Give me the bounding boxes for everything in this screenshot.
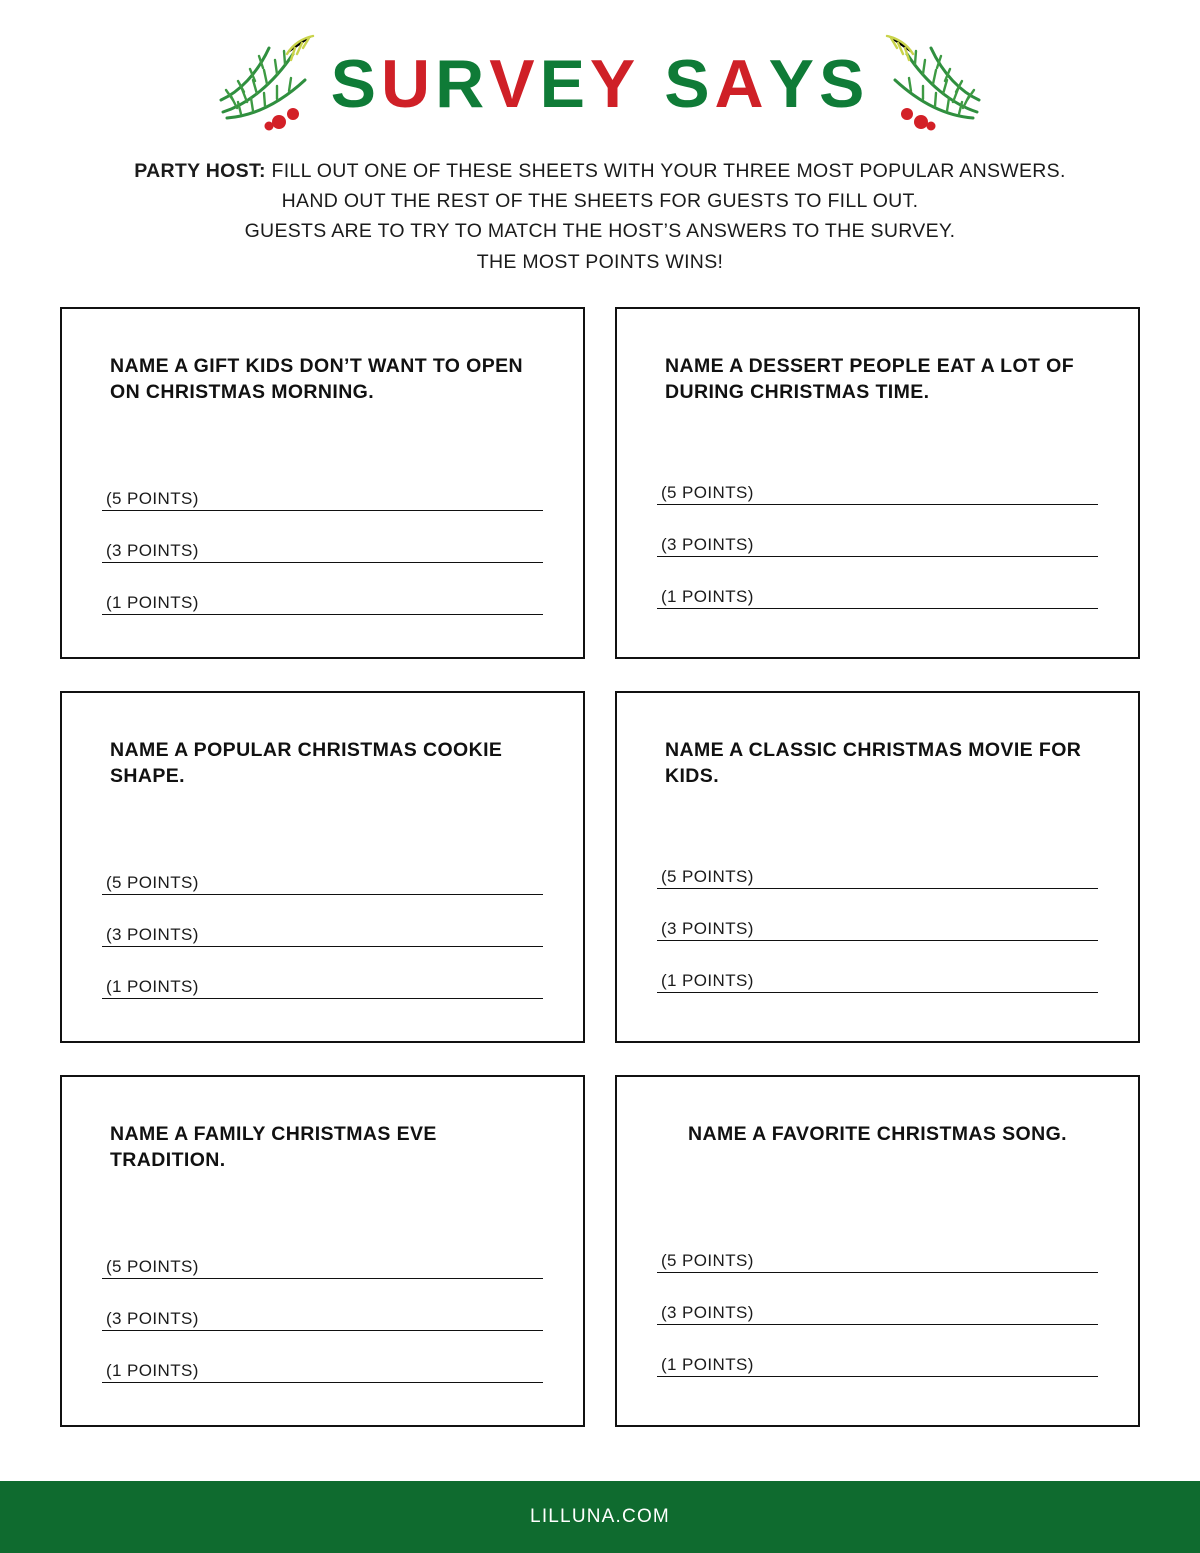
survey-card xyxy=(615,691,1140,1043)
answer-line-3-points[interactable] xyxy=(102,517,543,569)
write-in-rule[interactable] xyxy=(657,1376,1098,1377)
points-label-3: (3 POINTS) xyxy=(661,919,758,939)
answer-line-3-points[interactable] xyxy=(657,511,1098,563)
write-in-rule[interactable] xyxy=(102,1330,543,1331)
survey-question: NAME A CLASSIC CHRISTMAS MOVIE FOR KIDS. xyxy=(665,738,1082,788)
points-label-1: (1 POINTS) xyxy=(661,1355,758,1375)
instructions-block xyxy=(70,156,1130,277)
instructions-line-1 xyxy=(70,156,1130,186)
write-in-rule[interactable] xyxy=(102,998,543,999)
survey-question: NAME A DESSERT PEOPLE EAT A LOT OF DURING CHRISTMAS TIME. xyxy=(665,354,1075,404)
answer-line-1-point[interactable] xyxy=(102,1337,543,1389)
write-in-rule[interactable] xyxy=(657,1272,1098,1273)
points-label-3: (3 POINTS) xyxy=(106,1309,203,1329)
survey-card xyxy=(60,1075,585,1427)
page-title: SURVEY SAYS xyxy=(330,46,870,122)
write-in-rule[interactable] xyxy=(657,888,1098,889)
answer-line-1-point[interactable] xyxy=(102,953,543,1005)
write-in-rule[interactable] xyxy=(102,946,543,947)
survey-card-grid xyxy=(60,307,1140,1427)
write-in-rule[interactable] xyxy=(102,562,543,563)
answer-lines xyxy=(657,1227,1098,1399)
answer-line-1-point[interactable] xyxy=(657,947,1098,999)
points-label-5: (5 POINTS) xyxy=(106,1257,203,1277)
instructions-line-3: GUESTS ARE TO TRY TO MATCH THE HOST’S ANSWERS TO THE SURVEY. xyxy=(244,220,956,243)
points-label-5: (5 POINTS) xyxy=(106,873,203,893)
write-in-rule[interactable] xyxy=(657,992,1098,993)
survey-question: NAME A GIFT KIDS DON’T WANT TO OPEN ON CHRISTMAS MORNING. xyxy=(110,354,524,404)
page-header xyxy=(0,0,1200,134)
answer-line-3-points[interactable] xyxy=(102,901,543,953)
answer-line-5-points[interactable] xyxy=(102,849,543,901)
points-label-1: (1 POINTS) xyxy=(106,593,203,613)
write-in-rule[interactable] xyxy=(102,614,543,615)
survey-card xyxy=(615,1075,1140,1427)
answer-line-5-points[interactable] xyxy=(102,1233,543,1285)
holly-sprig-icon xyxy=(877,34,987,134)
write-in-rule[interactable] xyxy=(102,894,543,895)
points-label-3: (3 POINTS) xyxy=(661,1303,758,1323)
answer-line-5-points[interactable] xyxy=(657,1227,1098,1279)
write-in-rule[interactable] xyxy=(102,1278,543,1279)
points-label-1: (1 POINTS) xyxy=(106,977,203,997)
answer-line-1-point[interactable] xyxy=(657,1331,1098,1383)
site-url: LILLUNA.COM xyxy=(530,1506,670,1527)
points-label-3: (3 POINTS) xyxy=(106,541,203,561)
survey-card xyxy=(60,307,585,659)
answer-lines xyxy=(102,849,543,1015)
page-footer xyxy=(0,1481,1200,1553)
write-in-rule[interactable] xyxy=(657,1324,1098,1325)
survey-question: NAME A FAVORITE CHRISTMAS SONG. xyxy=(688,1122,1067,1145)
instructions-line-1-text: FILL OUT ONE OF THESE SHEETS WITH YOUR THREE MOST POPULAR ANSWERS. xyxy=(265,160,1066,182)
answer-line-1-point[interactable] xyxy=(102,569,543,621)
survey-question: NAME A POPULAR CHRISTMAS COOKIE SHAPE. xyxy=(110,738,503,788)
write-in-rule[interactable] xyxy=(657,940,1098,941)
write-in-rule[interactable] xyxy=(657,504,1098,505)
instructions-line-4: THE MOST POINTS WINS! xyxy=(476,250,724,273)
answer-line-1-point[interactable] xyxy=(657,563,1098,615)
survey-card xyxy=(615,307,1140,659)
answer-line-3-points[interactable] xyxy=(657,1279,1098,1331)
points-label-5: (5 POINTS) xyxy=(661,867,758,887)
write-in-rule[interactable] xyxy=(657,556,1098,557)
points-label-5: (5 POINTS) xyxy=(661,1251,758,1271)
survey-card xyxy=(60,691,585,1043)
points-label-5: (5 POINTS) xyxy=(661,483,758,503)
answer-lines xyxy=(102,465,543,631)
answer-line-5-points[interactable] xyxy=(657,843,1098,895)
answer-lines xyxy=(102,1233,543,1399)
holly-sprig-icon xyxy=(213,34,323,134)
points-label-3: (3 POINTS) xyxy=(106,925,203,945)
instructions-line-2: HAND OUT THE REST OF THE SHEETS FOR GUESTS TO FILL OUT. xyxy=(281,190,919,213)
answer-lines xyxy=(657,843,1098,1015)
points-label-5: (5 POINTS) xyxy=(106,489,203,509)
answer-lines xyxy=(657,459,1098,631)
points-label-1: (1 POINTS) xyxy=(661,587,758,607)
answer-line-5-points[interactable] xyxy=(102,465,543,517)
points-label-1: (1 POINTS) xyxy=(661,971,758,991)
answer-line-3-points[interactable] xyxy=(102,1285,543,1337)
points-label-3: (3 POINTS) xyxy=(661,535,758,555)
answer-line-5-points[interactable] xyxy=(657,459,1098,511)
write-in-rule[interactable] xyxy=(102,510,543,511)
points-label-1: (1 POINTS) xyxy=(106,1361,203,1381)
write-in-rule[interactable] xyxy=(102,1382,543,1383)
write-in-rule[interactable] xyxy=(657,608,1098,609)
party-host-label: PARTY HOST: xyxy=(134,160,266,182)
answer-line-3-points[interactable] xyxy=(657,895,1098,947)
survey-question: NAME A FAMILY CHRISTMAS EVE TRADITION. xyxy=(110,1122,437,1172)
